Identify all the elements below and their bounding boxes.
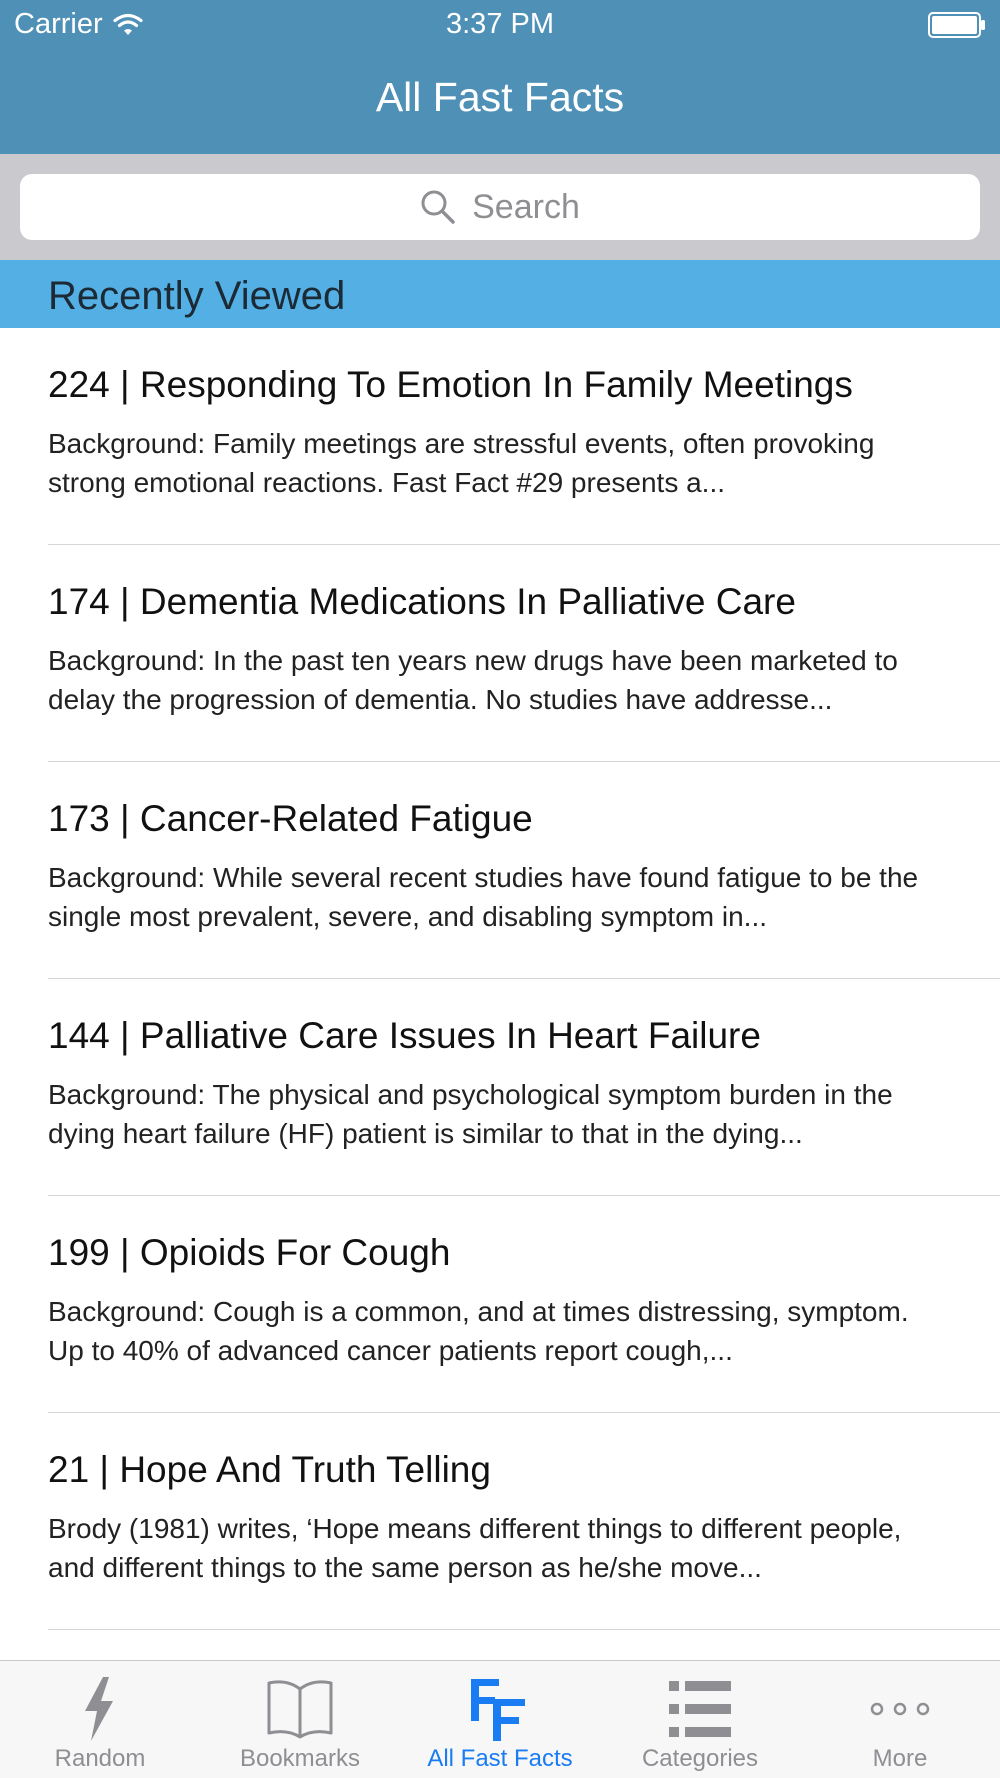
divider <box>48 1629 1000 1630</box>
status-time: 3:37 PM <box>446 8 554 40</box>
list-item[interactable] <box>0 762 1000 979</box>
tab-label: Random <box>54 1745 146 1772</box>
tab-bookmarks[interactable] <box>200 1661 400 1778</box>
tab-more[interactable] <box>800 1661 1000 1778</box>
item-title: 144 | Palliative Care Issues In Heart Failure <box>48 1015 761 1056</box>
list-item[interactable] <box>0 545 1000 762</box>
page-title: All Fast Facts <box>375 74 625 120</box>
battery-icon <box>928 12 986 38</box>
tab-label: More <box>872 1745 928 1772</box>
item-title: 173 | Cancer-Related Fatigue <box>48 798 533 839</box>
search-input[interactable] <box>20 174 980 240</box>
item-summary: Background: Family meetings are stressful events, often provoking strong emotional reactions. Fast Fact #29 presents a... <box>48 428 875 498</box>
status-bar <box>0 0 1000 52</box>
lightning-icon <box>65 1675 135 1743</box>
fast-facts-list <box>0 328 1000 1630</box>
item-title: 224 | Responding To Emotion In Family Meetings <box>48 364 853 405</box>
tab-bar <box>0 1660 1000 1778</box>
list-icon <box>665 1675 735 1743</box>
tab-label: Bookmarks <box>239 1745 361 1772</box>
tab-label: Categories <box>641 1745 759 1772</box>
item-title: 21 | Hope And Truth Telling <box>48 1449 491 1490</box>
tab-random[interactable] <box>0 1661 200 1778</box>
item-summary: Background: The physical and psychological symptom burden in the dying heart failure (HF) patient is similar to that in the dying... <box>48 1079 893 1149</box>
navigation-header <box>0 0 1000 154</box>
tab-categories[interactable] <box>600 1661 800 1778</box>
book-icon <box>265 1675 335 1743</box>
section-header-recently-viewed <box>0 260 1000 328</box>
item-title: 174 | Dementia Medications In Palliative Care <box>48 581 796 622</box>
tab-all-fast-facts[interactable] <box>400 1661 600 1778</box>
list-item[interactable] <box>0 328 1000 545</box>
item-summary: Background: While several recent studies have found fatigue to be the single most prevalent, severe, and disabling symptom in... <box>48 862 919 932</box>
more-dots-icon <box>865 1675 935 1743</box>
list-item[interactable] <box>0 1196 1000 1413</box>
search-icon <box>420 189 456 225</box>
list-item[interactable] <box>0 979 1000 1196</box>
item-summary: Brody (1981) writes, ‘Hope means different things to different people, and different things to the same person as he/she move... <box>48 1513 902 1583</box>
section-title: Recently Viewed <box>48 274 346 318</box>
search-bar <box>0 154 1000 260</box>
search-placeholder: Search <box>472 187 580 226</box>
carrier-label: Carrier <box>14 8 103 40</box>
item-summary: Background: In the past ten years new drugs have been marketed to delay the progression of dementia. No studies have addresse... <box>48 645 898 715</box>
list-item[interactable] <box>0 1413 1000 1630</box>
item-summary: Background: Cough is a common, and at times distressing, symptom. Up to 40% of advanced cancer patients report cough,... <box>48 1296 909 1366</box>
tab-label: All Fast Facts <box>427 1745 573 1772</box>
item-title: 199 | Opioids For Cough <box>48 1232 451 1273</box>
ff-logo-icon <box>465 1675 535 1743</box>
